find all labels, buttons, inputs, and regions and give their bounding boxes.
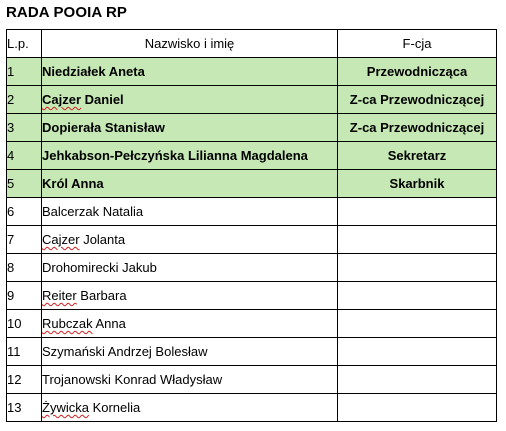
table-row (7, 170, 497, 198)
table-row (7, 394, 497, 422)
cell-lp[interactable]: 8 (7, 254, 42, 282)
name-text: Reiter (42, 288, 77, 303)
cell-lp[interactable]: 4 (7, 142, 42, 170)
cell-role[interactable]: Przewodnicząca (338, 58, 497, 86)
cell-lp[interactable]: 9 (7, 282, 42, 310)
cell-role[interactable] (338, 282, 497, 310)
cell-role[interactable] (338, 394, 497, 422)
name-text: Dopierała Stanisław (42, 120, 165, 135)
cell-lp[interactable]: 2 (7, 86, 42, 114)
cell-lp[interactable]: 3 (7, 114, 42, 142)
name-text: Szymański Andrzej Bolesław (42, 344, 208, 359)
cell-name[interactable] (42, 198, 338, 226)
name-text: Król Anna (42, 176, 104, 191)
header-lp[interactable]: L.p. (7, 30, 42, 58)
name-text: Balcerzak Natalia (42, 204, 144, 219)
cell-role[interactable]: Z-ca Przewodniczącej (338, 86, 497, 114)
table-row (7, 142, 497, 170)
cell-lp[interactable]: 13 (7, 394, 42, 422)
name-text: Żywicka (42, 400, 89, 415)
name-text: Cajzer (42, 92, 82, 107)
cell-role[interactable] (338, 254, 497, 282)
table-row (7, 310, 497, 338)
cell-lp[interactable]: 5 (7, 170, 42, 198)
cell-name[interactable] (42, 170, 338, 198)
cell-lp[interactable]: 10 (7, 310, 42, 338)
cell-name[interactable] (42, 142, 338, 170)
document-title: RADA POOIA RP (6, 4, 128, 21)
cell-role[interactable]: Sekretarz (338, 142, 497, 170)
table-row (7, 198, 497, 226)
cell-name[interactable] (42, 310, 338, 338)
cell-name[interactable] (42, 254, 338, 282)
header-role[interactable]: F-cja (338, 30, 497, 58)
cell-role[interactable] (338, 310, 497, 338)
cell-role[interactable] (338, 226, 497, 254)
name-text: Trojanowski Konrad Władysław (42, 372, 223, 387)
cell-name[interactable] (42, 86, 338, 114)
cell-name[interactable] (42, 282, 338, 310)
cell-role[interactable] (338, 338, 497, 366)
table-row (7, 254, 497, 282)
name-text: Rubczak (42, 316, 93, 331)
name-text-rest: Kornelia (88, 400, 141, 415)
name-text: Drohomirecki Jakub (42, 260, 157, 275)
cell-name[interactable] (42, 58, 338, 86)
table-row (7, 282, 497, 310)
name-text-rest: Barbara (76, 288, 127, 303)
table-row (7, 366, 497, 394)
header-name[interactable]: Nazwisko i imię (42, 30, 338, 58)
cell-name[interactable] (42, 366, 338, 394)
cell-lp[interactable]: 12 (7, 366, 42, 394)
cell-name[interactable] (42, 114, 338, 142)
cell-name[interactable] (42, 394, 338, 422)
cell-lp[interactable]: 6 (7, 198, 42, 226)
cell-lp[interactable]: 11 (7, 338, 42, 366)
name-text: Cajzer (42, 232, 80, 247)
cell-role[interactable] (338, 366, 497, 394)
table-row (7, 226, 497, 254)
cell-lp[interactable]: 1 (7, 58, 42, 86)
name-text-rest: Jolanta (79, 232, 126, 247)
name-text: Niedziałek Aneta (42, 64, 145, 79)
table-header-row (7, 30, 497, 58)
table-row (7, 58, 497, 86)
cell-role[interactable] (338, 198, 497, 226)
cell-role[interactable]: Skarbnik (338, 170, 497, 198)
members-table (6, 29, 497, 422)
name-text-rest: Anna (92, 316, 126, 331)
cell-role[interactable]: Z-ca Przewodniczącej (338, 114, 497, 142)
name-text-rest: Daniel (81, 92, 124, 107)
table-row (7, 86, 497, 114)
name-text: Jehkabson-Pełczyńska Lilianna Magdalena (42, 148, 308, 163)
table-row (7, 338, 497, 366)
table-row (7, 114, 497, 142)
cell-lp[interactable]: 7 (7, 226, 42, 254)
cell-name[interactable] (42, 226, 338, 254)
cell-name[interactable] (42, 338, 338, 366)
